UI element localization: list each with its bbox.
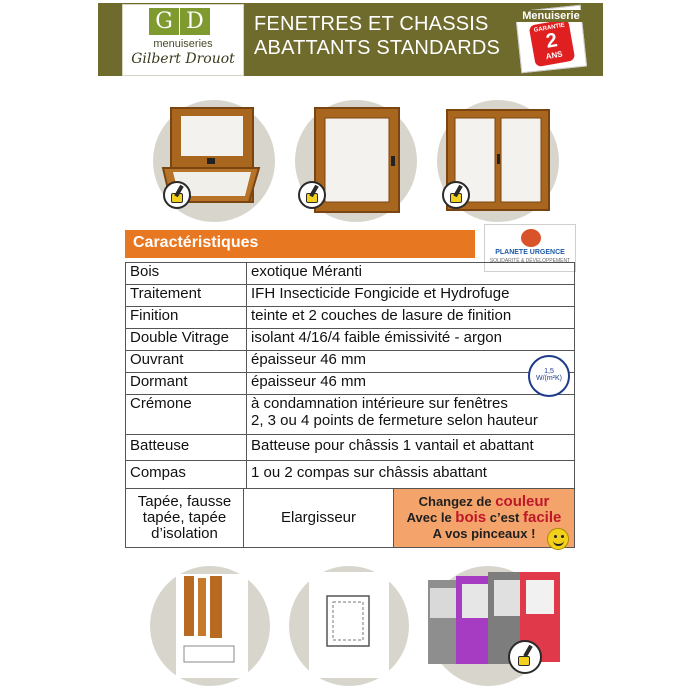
table-row [126, 395, 575, 435]
color-text: Changez de [418, 494, 496, 509]
section-title: Caractéristiques [133, 234, 259, 251]
partner-flower-icon [521, 229, 541, 247]
row-value: Batteuse pour châssis 1 vantail et abattant [247, 435, 575, 461]
thermal-value: 1,5 [544, 368, 554, 375]
elargisseur-profile-icon [289, 566, 409, 686]
row-value: épaisseur 46 mm [247, 351, 575, 373]
guarantee-stamp-top: GARANTIE [533, 22, 566, 34]
row-value: épaisseur 46 mm [247, 373, 575, 395]
paint-brush-icon [298, 181, 326, 209]
logo-monogram [149, 8, 210, 35]
row-value-line-1: à condamnation intérieure sur fenêtres [251, 395, 508, 412]
title-line-1: FENETRES ET CHASSIS [254, 13, 489, 35]
logo-letter-d: D [180, 8, 210, 35]
table-row [126, 351, 575, 373]
option-elargisseur: Elargisseur [244, 489, 394, 548]
table-row [126, 373, 575, 395]
row-label: Ouvrant [126, 351, 247, 373]
page-title [254, 12, 514, 60]
guarantee-label: Menuiserie [512, 10, 590, 22]
paint-brush-icon [442, 181, 470, 209]
row-value: teinte et 2 couches de lasure de finition [247, 307, 575, 329]
option-tapee [126, 489, 244, 548]
color-line-2 [394, 510, 574, 526]
partner-name: PLANETE URGENCE [495, 249, 565, 256]
section-header [125, 230, 475, 258]
table-row [126, 461, 575, 489]
row-label: Compas [126, 461, 247, 489]
row-value: exotique Méranti [247, 263, 575, 285]
option-tapee-line-2: tapée, tapée [142, 509, 227, 526]
row-label: Finition [126, 307, 247, 329]
color-highlight: bois [455, 509, 487, 526]
table-row [126, 329, 575, 351]
company-logo [122, 4, 244, 76]
thermal-value-badge [528, 355, 570, 397]
guarantee-stamp-unit: ANS [545, 49, 564, 62]
row-label: Crémone [126, 395, 247, 435]
logo-name: Gilbert Drouot [131, 51, 235, 67]
color-line-1 [394, 494, 574, 510]
table-row [126, 435, 575, 461]
row-value-line-2: 2, 3 ou 4 points de fermeture selon hauteur [251, 412, 538, 429]
row-label: Batteuse [126, 435, 247, 461]
row-label: Double Vitrage [126, 329, 247, 351]
photo-tapee-profiles [150, 566, 270, 686]
options-row [126, 489, 575, 548]
row-value: IFH Insecticide Fongicide et Hydrofuge [247, 285, 575, 307]
title-line-2: ABATTANTS STANDARDS [254, 37, 501, 59]
options-table [125, 488, 575, 548]
row-value [247, 395, 575, 435]
paint-brush-icon [163, 181, 191, 209]
color-line-3: A vos pinceaux ! [432, 526, 536, 541]
color-text: Avec le [406, 510, 456, 525]
characteristics-table [125, 262, 575, 489]
paint-brush-icon [508, 640, 542, 674]
smiley-icon [547, 528, 569, 550]
thermal-unit: W/(m²K) [535, 375, 563, 382]
colored-frames-icon [428, 566, 568, 686]
guarantee-badge [512, 6, 590, 70]
guarantee-stamp [529, 19, 576, 67]
logo-subtitle: menuiseries [153, 38, 213, 50]
guarantee-stamp-number: 2 [544, 29, 560, 53]
row-label: Dormant [126, 373, 247, 395]
tapee-profiles-icon [150, 566, 270, 686]
row-label: Bois [126, 263, 247, 285]
row-value: 1 ou 2 compas sur châssis abattant [247, 461, 575, 489]
photo-elargisseur [289, 566, 409, 686]
option-tapee-line-1: Tapée, fausse [137, 493, 232, 510]
table-row [126, 263, 575, 285]
color-highlight: facile [523, 509, 562, 526]
row-label: Traitement [126, 285, 247, 307]
row-value: isolant 4/16/4 faible émissivité - argon [247, 329, 575, 351]
color-text: c’est [486, 510, 523, 525]
table-row [126, 307, 575, 329]
table-row [126, 285, 575, 307]
color-highlight: couleur [495, 493, 550, 510]
logo-letter-g: G [149, 8, 179, 35]
partner-tagline: SOLIDARITÉ & DÉVELOPPEMENT [489, 258, 571, 264]
option-tapee-line-3: d’isolation [151, 525, 218, 542]
